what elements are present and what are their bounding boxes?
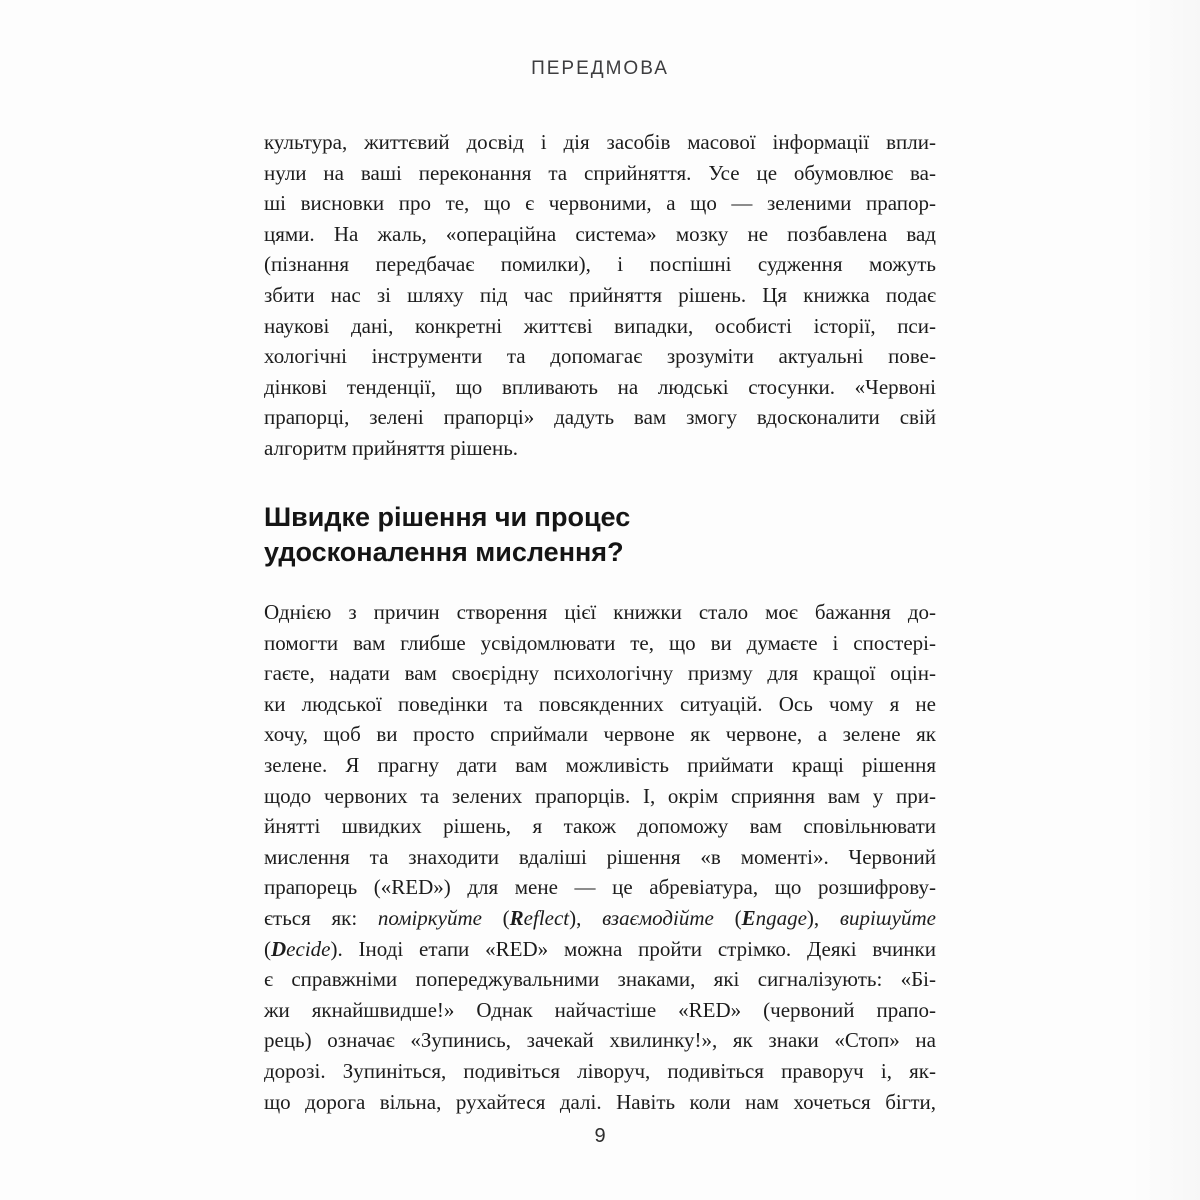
text-line: зелене. Я прагну дати вам можливість приймати кращі рішення xyxy=(264,752,936,777)
text-line: (пізнання передбачає помилки), і поспішні судження можуть xyxy=(264,252,936,277)
text-line: гаєте, надати вам своєрідну психологічну призму для кращої оцін- xyxy=(264,661,936,686)
page-number: 9 xyxy=(594,1125,606,1147)
text-line: щодо червоних та зелених прапорців. І, окрім сприяння вам у при- xyxy=(264,783,936,808)
text-line: ші висновки про те, що є червоними, а що — зеленими прапор- xyxy=(264,191,936,216)
text-line: що дорога вільна, рухайтеся далі. Навіть коли нам хочеться бігти, xyxy=(264,1089,936,1114)
text-line: удосконалення мислення? xyxy=(264,537,624,567)
text-line: Швидке рішення чи процес xyxy=(264,502,631,532)
text-line: мислення та знаходити вдаліші рішення «в моменті». Червоний xyxy=(264,844,936,869)
text-line: нули на ваші переконання та сприйняття. Усе це обумовлює ва- xyxy=(264,160,936,185)
running-header: ПЕРЕДМОВА xyxy=(531,58,669,79)
text-line: хочу, щоб ви просто сприймали червоне як червоне, а зелене як xyxy=(264,722,936,747)
text-line: Однією з причин створення цієї книжки стало моє бажання до- xyxy=(264,600,936,624)
text-segment: ), xyxy=(569,905,603,930)
text-line: наукові дані, конкретні життєві випадки, особисті історії, пси- xyxy=(264,313,936,338)
text-line: хологічні інструменти та допомагає зрозуміти актуальні пове- xyxy=(264,344,936,369)
text-line: збити нас зі шляху під час прийняття рішень. Ця книжка подає xyxy=(264,282,936,307)
text-line: культура, життєвий досвід і дія засобів масової інформації впли- xyxy=(264,130,936,154)
text-segment: ). Іноді етапи «RED» можна пройти стрімко. Деякі вчинки xyxy=(330,936,936,961)
text-line: ки людської поведінки та повсякденних ситуацій. Ось чому я не xyxy=(264,691,936,716)
text-segment: ( xyxy=(264,936,271,961)
emphasized-text: ngage xyxy=(755,905,807,930)
emphasized-text: вирішуйте xyxy=(839,905,936,930)
text-segment: ( xyxy=(481,905,510,930)
text-line: йнятті швидких рішень, я також допоможу вам сповільнювати xyxy=(264,814,936,839)
text-line: помогти вам глибше усвідомлювати те, що ви думаєте і спостері- xyxy=(264,630,936,655)
text-segment: ється як: xyxy=(264,905,378,930)
emphasized-text: eflect xyxy=(523,905,570,930)
body-paragraph-2 xyxy=(264,597,936,1117)
emphasized-text: E xyxy=(741,905,756,930)
section-heading xyxy=(264,500,936,570)
text-line: цями. На жаль, «операційна система» мозку не позбавлена вад xyxy=(264,221,936,246)
body-paragraph-1 xyxy=(264,127,936,464)
emphasized-text: R xyxy=(509,905,524,930)
emphasized-text: поміркуйте xyxy=(377,905,482,930)
emphasized-text: D xyxy=(271,936,287,961)
text-line: дінкові тенденції, що впливають на людські стосунки. «Червоні xyxy=(264,374,936,399)
text-segment: ( xyxy=(713,905,742,930)
text-line: дорозі. Зупиніться, подивіться ліворуч, подивіться праворуч і, як- xyxy=(264,1058,936,1083)
emphasized-text: ecide xyxy=(286,936,331,961)
scan-edge-shading xyxy=(1130,0,1200,1200)
text-line: рець) означає «Зупинись, зачекай хвилинку!», як знаки «Стоп» на xyxy=(264,1028,936,1053)
text-line: є справжніми попереджувальними знаками, які сигналізують: «Бі- xyxy=(264,967,936,992)
text-line xyxy=(264,934,936,965)
text-line: жи якнайшвидше!» Однак найчастіше «RED» (червоний прапо- xyxy=(264,997,936,1022)
emphasized-text: взаємодійте xyxy=(602,905,714,930)
text-line: алгоритм прийняття рішень. xyxy=(264,435,519,460)
text-segment: ), xyxy=(806,905,840,930)
text-line: прапорець («RED») для мене — це абревіатура, що розшифрову- xyxy=(264,875,936,900)
text-line: прапорці, зелені прапорці» дадуть вам змогу вдосконалити свій xyxy=(264,405,936,430)
text-line xyxy=(264,903,936,934)
